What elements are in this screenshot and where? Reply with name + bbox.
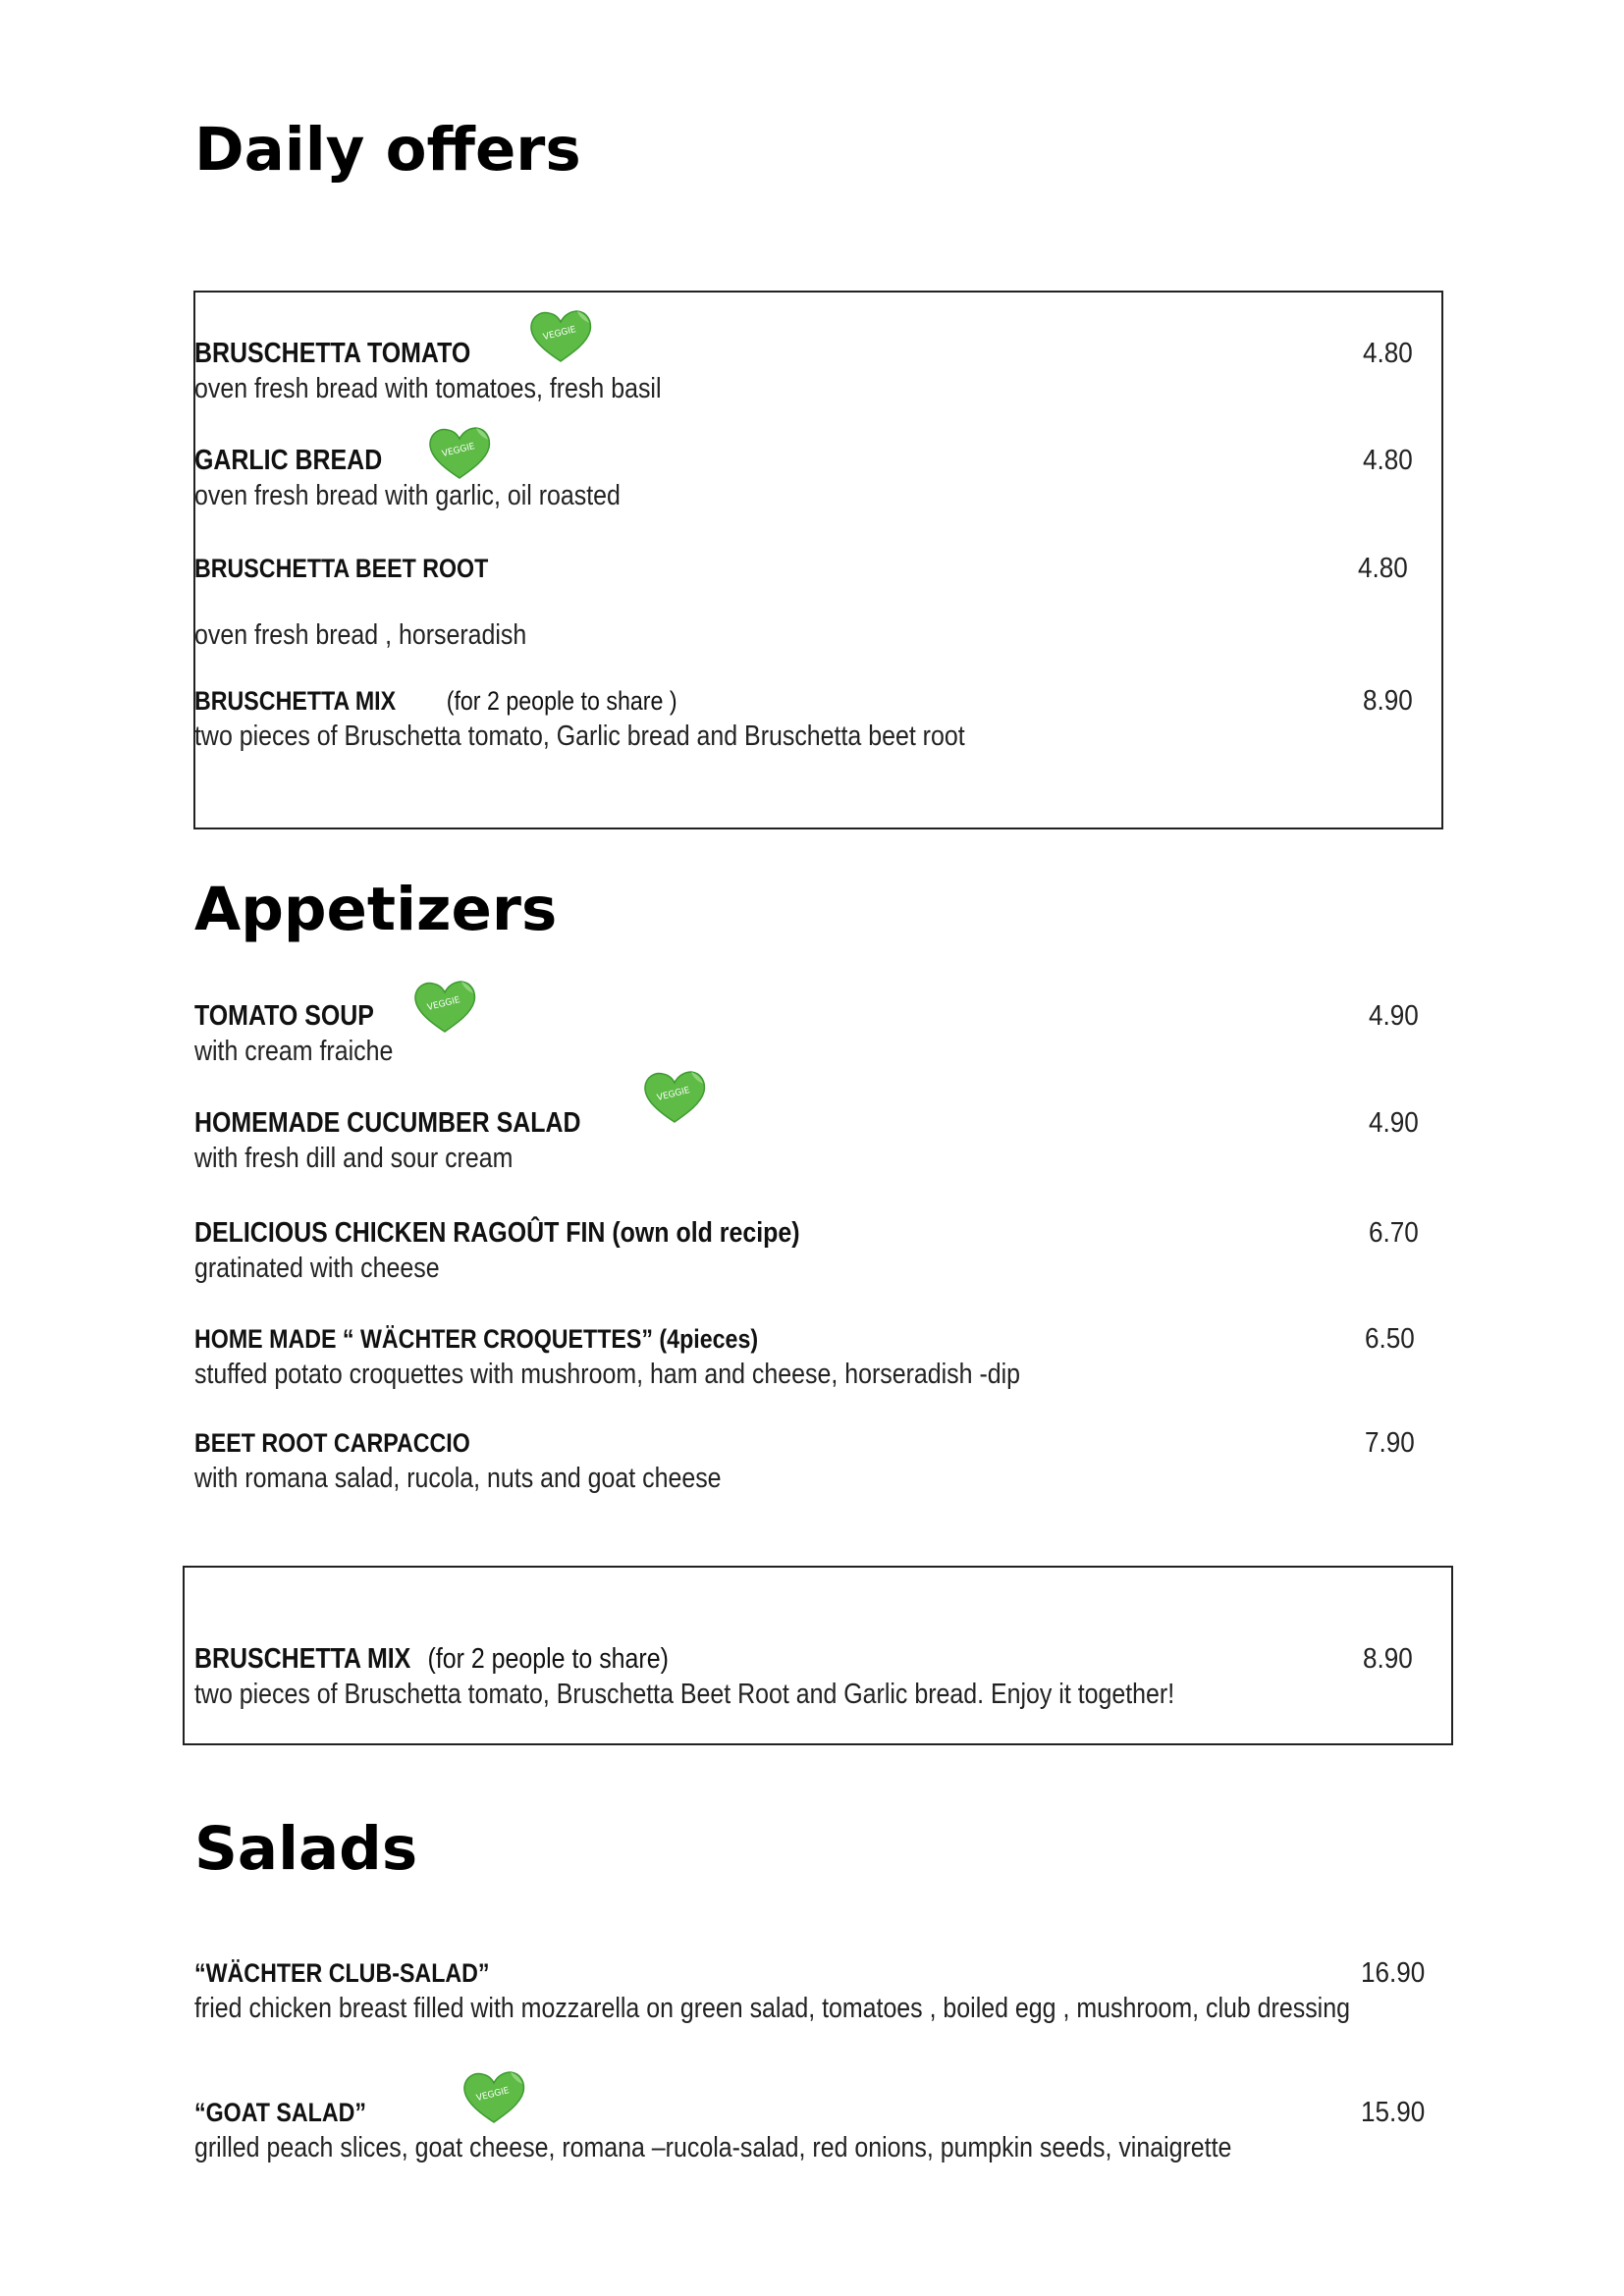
menu-item-name: DELICIOUS CHICKEN RAGOÛT FIN (own old recipe) — [194, 1217, 800, 1249]
menu-item-name: GARLIC BREAD — [194, 445, 383, 476]
menu-item-description: oven fresh bread with tomatoes, fresh basil — [194, 373, 662, 404]
menu-item-description: grilled peach slices, goat cheese, romana –rucola-salad, red onions, pumpkin seeds, vinaigrette — [194, 2132, 1232, 2163]
menu-item-name: HOME MADE “ WÄCHTER CROQUETTES” (4pieces) — [194, 1324, 759, 1354]
menu-item-price: 4.90 — [1369, 1000, 1419, 1032]
section-title-salads: Salads — [194, 1814, 418, 1884]
veggie-heart-icon — [410, 978, 479, 1037]
veggie-heart-icon — [526, 307, 595, 366]
menu-item-price: 8.90 — [1363, 685, 1413, 717]
menu-item-name: BEET ROOT CARPACCIO — [194, 1428, 470, 1458]
menu-item-name: TOMATO SOUP — [194, 1000, 374, 1032]
menu-item-description: with romana salad, rucola, nuts and goat cheese — [194, 1463, 722, 1494]
menu-item-note: (for 2 people to share ) — [446, 686, 677, 716]
menu-item-note: (for 2 people to share) — [427, 1643, 669, 1675]
menu-item-price: 4.80 — [1363, 338, 1413, 369]
menu-item-price: 15.90 — [1361, 2097, 1426, 2128]
menu-item-description: two pieces of Bruschetta tomato, Bruschetta Beet Root and Garlic bread. Enjoy it together! — [194, 1679, 1175, 1710]
menu-item-name: “GOAT SALAD” — [194, 2098, 367, 2127]
menu-item-price: 4.80 — [1358, 553, 1408, 584]
menu-item-price: 4.90 — [1369, 1107, 1419, 1139]
menu-item-description: oven fresh bread with garlic, oil roasted — [194, 480, 621, 511]
menu-item-price: 8.90 — [1363, 1643, 1413, 1675]
menu-item-price: 16.90 — [1361, 1957, 1426, 1989]
menu-item-description: gratinated with cheese — [194, 1253, 440, 1284]
section-title-appetizers: Appetizers — [194, 875, 558, 944]
menu-item-description: stuffed potato croquettes with mushroom, ham and cheese, horseradish -dip — [194, 1359, 1021, 1390]
menu-item-description: fried chicken breast filled with mozzarella on green salad, tomatoes , boiled egg , mushroom, club dressing — [194, 1993, 1350, 2024]
menu-item-name: BRUSCHETTA MIX (for 2 people to share) — [194, 1643, 669, 1675]
menu-item-description: with cream fraiche — [194, 1036, 394, 1067]
menu-item-price: 6.50 — [1365, 1323, 1415, 1355]
veggie-heart-icon — [460, 2068, 528, 2127]
menu-item-name: BRUSCHETTA MIX (for 2 people to share ) — [194, 686, 677, 716]
menu-item-price: 4.80 — [1363, 445, 1413, 476]
menu-item-name: BRUSCHETTA BEET ROOT — [194, 554, 489, 583]
menu-item-price: 7.90 — [1365, 1427, 1415, 1459]
menu-item-description: two pieces of Bruschetta tomato, Garlic bread and Bruschetta beet root — [194, 721, 965, 752]
menu-item-name: “WÄCHTER CLUB-SALAD” — [194, 1958, 490, 1988]
menu-item-name: BRUSCHETTA TOMATO — [194, 338, 471, 369]
menu-item-description: with fresh dill and sour cream — [194, 1143, 514, 1174]
veggie-heart-icon — [425, 424, 494, 483]
veggie-heart-icon — [640, 1068, 709, 1127]
menu-item-name: HOMEMADE CUCUMBER SALAD — [194, 1107, 581, 1139]
menu-item-description: oven fresh bread , horseradish — [194, 619, 527, 651]
menu-item-price: 6.70 — [1369, 1217, 1419, 1249]
section-title-daily-offers: Daily offers — [194, 115, 581, 185]
